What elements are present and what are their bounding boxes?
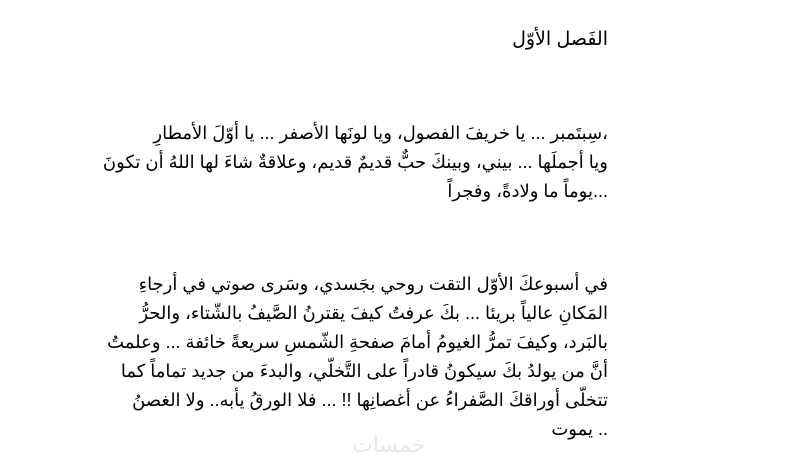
paragraph [8, 270, 608, 444]
paragraph-line: ويا أجملَها ... بيني، وبينكَ حبٌّ قديمٌ قديم، وعلاقةٌ شاءَ لها اللهُ أن تكونَ [102, 152, 608, 172]
paragraph [8, 119, 608, 206]
paragraph-line: بالبَرد، وكيفَ تمرُّ الغيومُ أمامَ صفحةِ الشّمسِ سريعةً خائفة ... وعلمتُ [107, 332, 608, 352]
chapter-title: الفَصل الأوّل [512, 29, 608, 50]
paragraph-line: ،سِبتَمبر ... يا خريفَ الفصول، ويا لونَها الأصفر ... يا أوّلَ الأمطارِ [153, 123, 608, 143]
paragraph-line: ...يوماً ما ولادةً، وفجراً [447, 181, 608, 201]
paragraph-line: أنَّ من يولدُ بكَ سيكونُ قادراً على التَّخلّي، والبدءَ من جديد تماماً كما [120, 361, 608, 381]
watermark: خمسات [352, 432, 426, 457]
paragraph-line: المَكانِ عالياً بريئا ... بكَ عرفتُ كيفَ يقترنُ الصَّيفُ بالشّتاء، والحرُّ [139, 303, 608, 323]
paragraph-line: .. يموت [551, 419, 608, 439]
paragraph-line: في أسبوعكَ الأوّل التقت روحي بجَسدي، وسَرى صوتي في أرجاءِ [138, 274, 608, 294]
paragraph-line: تتخلّى أوراقكَ الصَّفراءُ عن أغصانِها !! ... فلا الورقُ يأبه.. ولا الغصنُ [132, 390, 608, 410]
